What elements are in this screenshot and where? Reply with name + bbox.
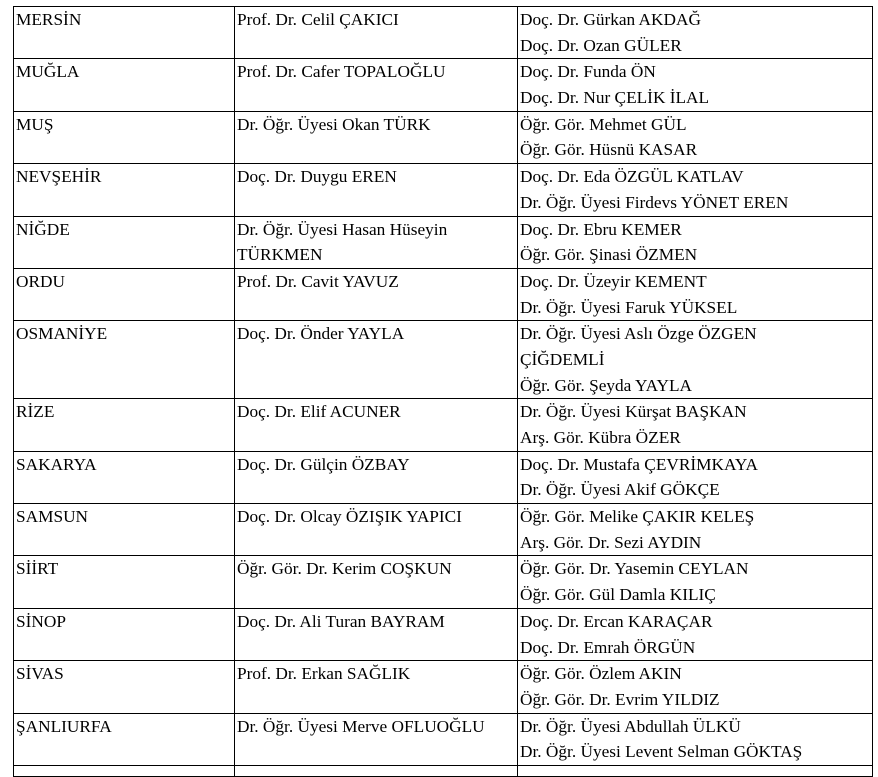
members-cell-line: Doç. Dr. Mustafa ÇEVRİMKAYA — [520, 454, 758, 474]
members-cell — [518, 451, 873, 503]
members-cell-line: Öğr. Gör. Melike ÇAKIR KELEŞ — [520, 507, 755, 527]
members-cell — [518, 504, 873, 556]
lead-cell-line: Dr. Öğr. Üyesi Okan TÜRK — [237, 114, 431, 134]
members-cell — [518, 661, 873, 713]
members-cell-line: Öğr. Gör. Hüsnü KASAR — [520, 140, 698, 160]
province-cell — [14, 399, 235, 451]
province-cell — [14, 7, 235, 59]
province-name: SAKARYA — [16, 454, 97, 474]
province-name: ŞANLIURFA — [16, 716, 112, 736]
table-row — [14, 556, 873, 608]
lead-cell — [235, 661, 518, 713]
lead-cell — [235, 504, 518, 556]
table-row — [14, 268, 873, 320]
table-row — [14, 504, 873, 556]
members-cell-line: Öğr. Gör. Şinasi ÖZMEN — [520, 245, 698, 265]
lead-cell-line: Prof. Dr. Cafer TOPALOĞLU — [237, 62, 446, 82]
lead-cell — [235, 399, 518, 451]
table-row-partial — [14, 765, 873, 776]
members-cell — [518, 713, 873, 765]
members-cell — [518, 7, 873, 59]
table-row — [14, 59, 873, 111]
members-cell — [518, 216, 873, 268]
lead-cell-line: Dr. Öğr. Üyesi Hasan Hüseyin — [237, 219, 448, 239]
table-row — [14, 399, 873, 451]
province-name: ORDU — [16, 271, 65, 291]
province-name: SAMSUN — [16, 507, 89, 527]
province-name: RİZE — [16, 402, 55, 422]
province-cell — [14, 451, 235, 503]
province-name: NEVŞEHİR — [16, 167, 102, 187]
members-cell-line: Doç. Dr. Gürkan AKDAĞ — [520, 10, 701, 29]
members-cell-line: Doç. Dr. Emrah ÖRGÜN — [520, 637, 696, 657]
lead-cell-line: Doç. Dr. Gülçin ÖZBAY — [237, 454, 410, 474]
table-row — [14, 111, 873, 163]
empty-cell — [14, 765, 235, 776]
lead-cell-line: Doç. Dr. Duygu EREN — [237, 167, 397, 187]
table-row — [14, 7, 873, 59]
lead-cell — [235, 608, 518, 660]
lead-cell-line: Öğr. Gör. Dr. Kerim COŞKUN — [237, 559, 452, 579]
province-name: NİĞDE — [16, 219, 70, 239]
province-name: SİİRT — [16, 559, 59, 579]
lead-cell-line: Dr. Öğr. Üyesi Merve OFLUOĞLU — [237, 716, 485, 736]
members-cell — [518, 111, 873, 163]
members-cell-line: Öğr. Gör. Dr. Yasemin CEYLAN — [520, 559, 749, 579]
members-cell-line: Öğr. Gör. Şeyda YAYLA — [520, 375, 693, 395]
table-row — [14, 321, 873, 399]
lead-cell-line: Prof. Dr. Erkan SAĞLIK — [237, 664, 411, 684]
table-row — [14, 661, 873, 713]
empty-cell — [235, 765, 518, 776]
province-name: OSMANİYE — [16, 324, 108, 344]
assignments-table — [13, 6, 873, 777]
members-cell — [518, 556, 873, 608]
members-cell-line: Dr. Öğr. Üyesi Kürşat BAŞKAN — [520, 402, 747, 422]
lead-cell — [235, 321, 518, 399]
province-cell — [14, 111, 235, 163]
members-cell-line: Dr. Öğr. Üyesi Firdevs YÖNET EREN — [520, 192, 789, 212]
province-cell — [14, 556, 235, 608]
province-cell — [14, 268, 235, 320]
members-cell-line: Öğr. Gör. Özlem AKIN — [520, 664, 682, 684]
lead-cell — [235, 713, 518, 765]
province-name: MERSİN — [16, 10, 82, 29]
lead-cell — [235, 216, 518, 268]
province-name: SİVAS — [16, 664, 64, 684]
province-name: SİNOP — [16, 611, 66, 631]
table-body — [14, 7, 873, 777]
members-cell-line: Doç. Dr. Nur ÇELİK İLAL — [520, 88, 710, 108]
province-cell — [14, 164, 235, 216]
lead-cell-line: Doç. Dr. Olcay ÖZIŞIK YAPICI — [237, 507, 462, 527]
province-name: MUĞLA — [16, 62, 80, 82]
lead-cell — [235, 59, 518, 111]
members-cell-line: Doç. Dr. Eda ÖZGÜL KATLAV — [520, 167, 744, 187]
members-cell-line: Dr. Öğr. Üyesi Aslı Özge ÖZGEN — [520, 324, 757, 344]
table-row — [14, 216, 873, 268]
members-cell-line: Arş. Gör. Kübra ÖZER — [520, 428, 681, 447]
lead-cell-line: Prof. Dr. Celil ÇAKICI — [237, 10, 399, 29]
lead-cell — [235, 556, 518, 608]
empty-cell — [518, 765, 873, 776]
members-cell-line: Doç. Dr. Ebru KEMER — [520, 219, 682, 239]
province-cell — [14, 59, 235, 111]
lead-cell — [235, 7, 518, 59]
lead-cell — [235, 164, 518, 216]
province-cell — [14, 504, 235, 556]
lead-cell-line: Doç. Dr. Ali Turan BAYRAM — [237, 611, 445, 631]
lead-cell-line: Doç. Dr. Elif ACUNER — [237, 402, 401, 422]
table-row — [14, 608, 873, 660]
members-cell-line: Öğr. Gör. Mehmet GÜL — [520, 114, 687, 134]
members-cell-line: Doç. Dr. Ozan GÜLER — [520, 35, 682, 55]
document-page — [13, 6, 873, 777]
members-cell — [518, 321, 873, 399]
members-cell-line: Dr. Öğr. Üyesi Levent Selman GÖKTAŞ — [520, 742, 803, 762]
table-row — [14, 451, 873, 503]
members-cell-line: Doç. Dr. Üzeyir KEMENT — [520, 271, 707, 291]
province-name: MUŞ — [16, 114, 54, 134]
lead-cell-line: Doç. Dr. Önder YAYLA — [237, 324, 405, 344]
members-cell — [518, 164, 873, 216]
province-cell — [14, 321, 235, 399]
members-cell — [518, 399, 873, 451]
lead-cell-line: TÜRKMEN — [237, 245, 323, 265]
members-cell-line: Arş. Gör. Dr. Sezi AYDIN — [520, 532, 702, 552]
members-cell — [518, 59, 873, 111]
members-cell — [518, 268, 873, 320]
province-cell — [14, 216, 235, 268]
members-cell-line: Dr. Öğr. Üyesi Abdullah ÜLKÜ — [520, 716, 741, 736]
members-cell-line: Dr. Öğr. Üyesi Faruk YÜKSEL — [520, 297, 738, 317]
members-cell-line: Öğr. Gör. Dr. Evrim YILDIZ — [520, 689, 720, 709]
table-row — [14, 713, 873, 765]
lead-cell-line: Prof. Dr. Cavit YAVUZ — [237, 271, 399, 291]
lead-cell — [235, 451, 518, 503]
members-cell-line: Doç. Dr. Ercan KARAÇAR — [520, 611, 713, 631]
members-cell-line: Dr. Öğr. Üyesi Akif GÖKÇE — [520, 480, 720, 500]
members-cell — [518, 608, 873, 660]
members-cell-line: Öğr. Gör. Gül Damla KILIÇ — [520, 585, 716, 605]
members-cell-line: Doç. Dr. Funda ÖN — [520, 62, 656, 82]
lead-cell — [235, 268, 518, 320]
province-cell — [14, 661, 235, 713]
table-row — [14, 164, 873, 216]
members-cell-line: ÇİĞDEMLİ — [520, 349, 605, 369]
province-cell — [14, 713, 235, 765]
province-cell — [14, 608, 235, 660]
lead-cell — [235, 111, 518, 163]
